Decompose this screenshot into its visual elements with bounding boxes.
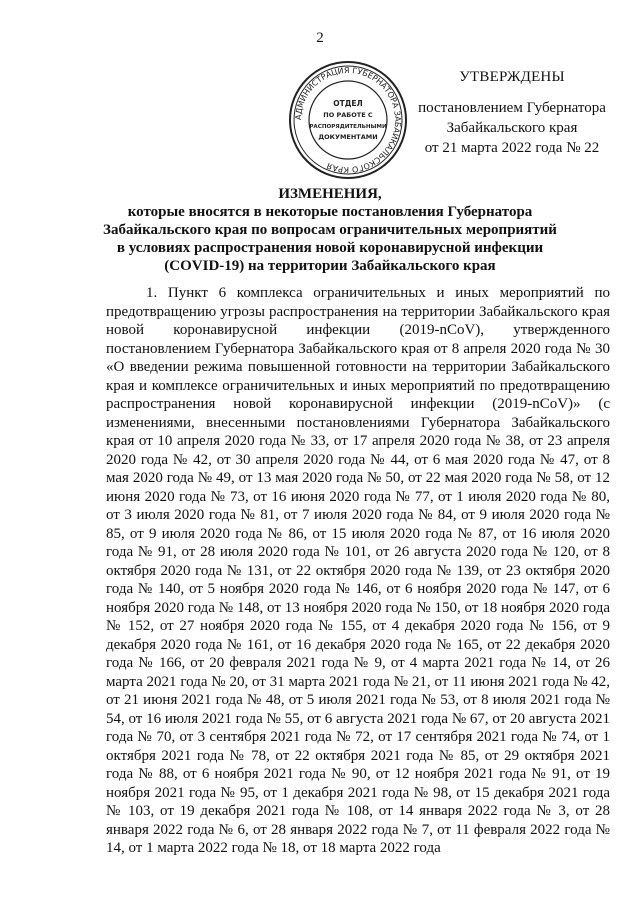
document-title: [60, 185, 600, 275]
title-line: (COVID-19) на территории Забайкальского края: [164, 258, 496, 274]
title-line: ИЗМЕНЕНИЯ,: [278, 186, 382, 202]
stamp-inner-line: ДОКУМЕНТАМИ: [318, 133, 378, 141]
stamp-ring-text: АДМИНИСТРАЦИЯ ГУБЕРНАТОРА ЗАБАЙКАЛЬСКОГО КРАЯ: [293, 65, 403, 175]
official-stamp: [287, 59, 409, 181]
body-paragraph: 1. Пункт 6 комплекса ограничительных и иных мероприятий по предотвращению угрозы распространения на территории Забайкальского края новой коронавирусной инфекции (2019-nCoV), утвержденного постановлением Губернатора Забайкальского края от 8 апреля 2020 года № 30 «О введении режима повышенной готовности на территории Забайкальского края и комплексе ограничительных и иных мероприятий по предотвращению распространения новой коронавирусной инфекции (2019-nCoV)» (с изменениями, внесенными постановлениями Губернатора Забайкальского края от 10 апреля 2020 года № 33, от 17 апреля 2020 года № 38, от 23 апреля 2020 года № 42, от 30 апреля 2020 года № 44, от 6 мая 2020 года № 47, от 8 мая 2020 года № 49, от 13 мая 2020 года № 50, от 22 мая 2020 года № 58, от 12 июня 2020 года № 73, от 16 июня 2020 года № 77, от 1 июля 2020 года № 80, от 3 июля 2020 года № 81, от 7 июля 2020 года № 84, от 9 июля 2020 года № 85, от 9 июля 2020 года № 86, от 15 июля 2020 года № 87, от 16 июля 2020 года № 91, от 28 июля 2020 года № 101, от 26 августа 2020 года № 120, от 8 октября 2020 года № 131, от 22 октября 2020 года № 139, от 23 октября 2020 года № 140, от 5 ноября 2020 года № 146, от 6 ноября 2020 года № 147, от 6 ноября 2020 года № 148, от 13 ноября 2020 года № 150, от 18 ноября 2020 года № 152, от 27 ноября 2020 года № 155, от 4 декабря 2020 года № 156, от 9 декабря 2020 года № 161, от 16 декабря 2020 года № 165, от 22 декабря 2020 года № 166, от 20 февраля 2021 года № 9, от 4 марта 2021 года № 14, от 26 марта 2021 года № 20, от 31 марта 2021 года № 21, от 11 июня 2021 года № 42, от 21 июня 2021 года № 48, от 5 июля 2021 года № 53, от 8 июля 2021 года № 54, от 16 июля 2021 года № 55, от 6 августа 2021 года № 67, от 20 августа 2021 года № 70, от 3 сентября 2021 года № 72, от 17 сентября 2021 года № 74, от 1 октября 2021 года № 78, от 22 октября 2021 года № 85, от 29 октября 2021 года № 88, от 6 ноября 2021 года № 90, от 12 ноября 2021 года № 91, от 19 ноября 2021 года № 95, от 1 декабря 2021 года № 98, от 15 декабря 2021 года № 103, от 19 декабря 2021 года № 108, от 14 января 2022 года № 3, от 28 января 2022 года № 6, от 28 января 2022 года № 7, от 11 февраля 2022 года № 14, от 1 марта 2022 года № 18, от 18 марта 2022 года: [106, 285, 610, 856]
title-line: Забайкальского края по вопросам ограничительных мероприятий: [103, 222, 557, 238]
title-line: которые вносятся в некоторые постановления Губернатора: [127, 204, 533, 220]
stamp-inner-line: ОТДЕЛ: [333, 99, 363, 108]
title-line: в условиях распространения новой коронавирусной инфекции: [116, 240, 544, 256]
stamp-inner-line: ПО РАБОТЕ С: [323, 111, 373, 119]
approved-label: УТВЕРЖДЕНЫ: [459, 69, 565, 85]
approval-block: [402, 67, 622, 158]
stamp-inner-line: РАСПОРЯДИТЕЛЬНЫМИ: [309, 124, 387, 130]
approval-line: от 21 марта 2022 года № 22: [424, 140, 600, 156]
approval-line: постановлением Губернатора: [418, 100, 606, 116]
approval-line: Забайкальского края: [446, 120, 578, 136]
page-number: 2: [316, 30, 324, 46]
